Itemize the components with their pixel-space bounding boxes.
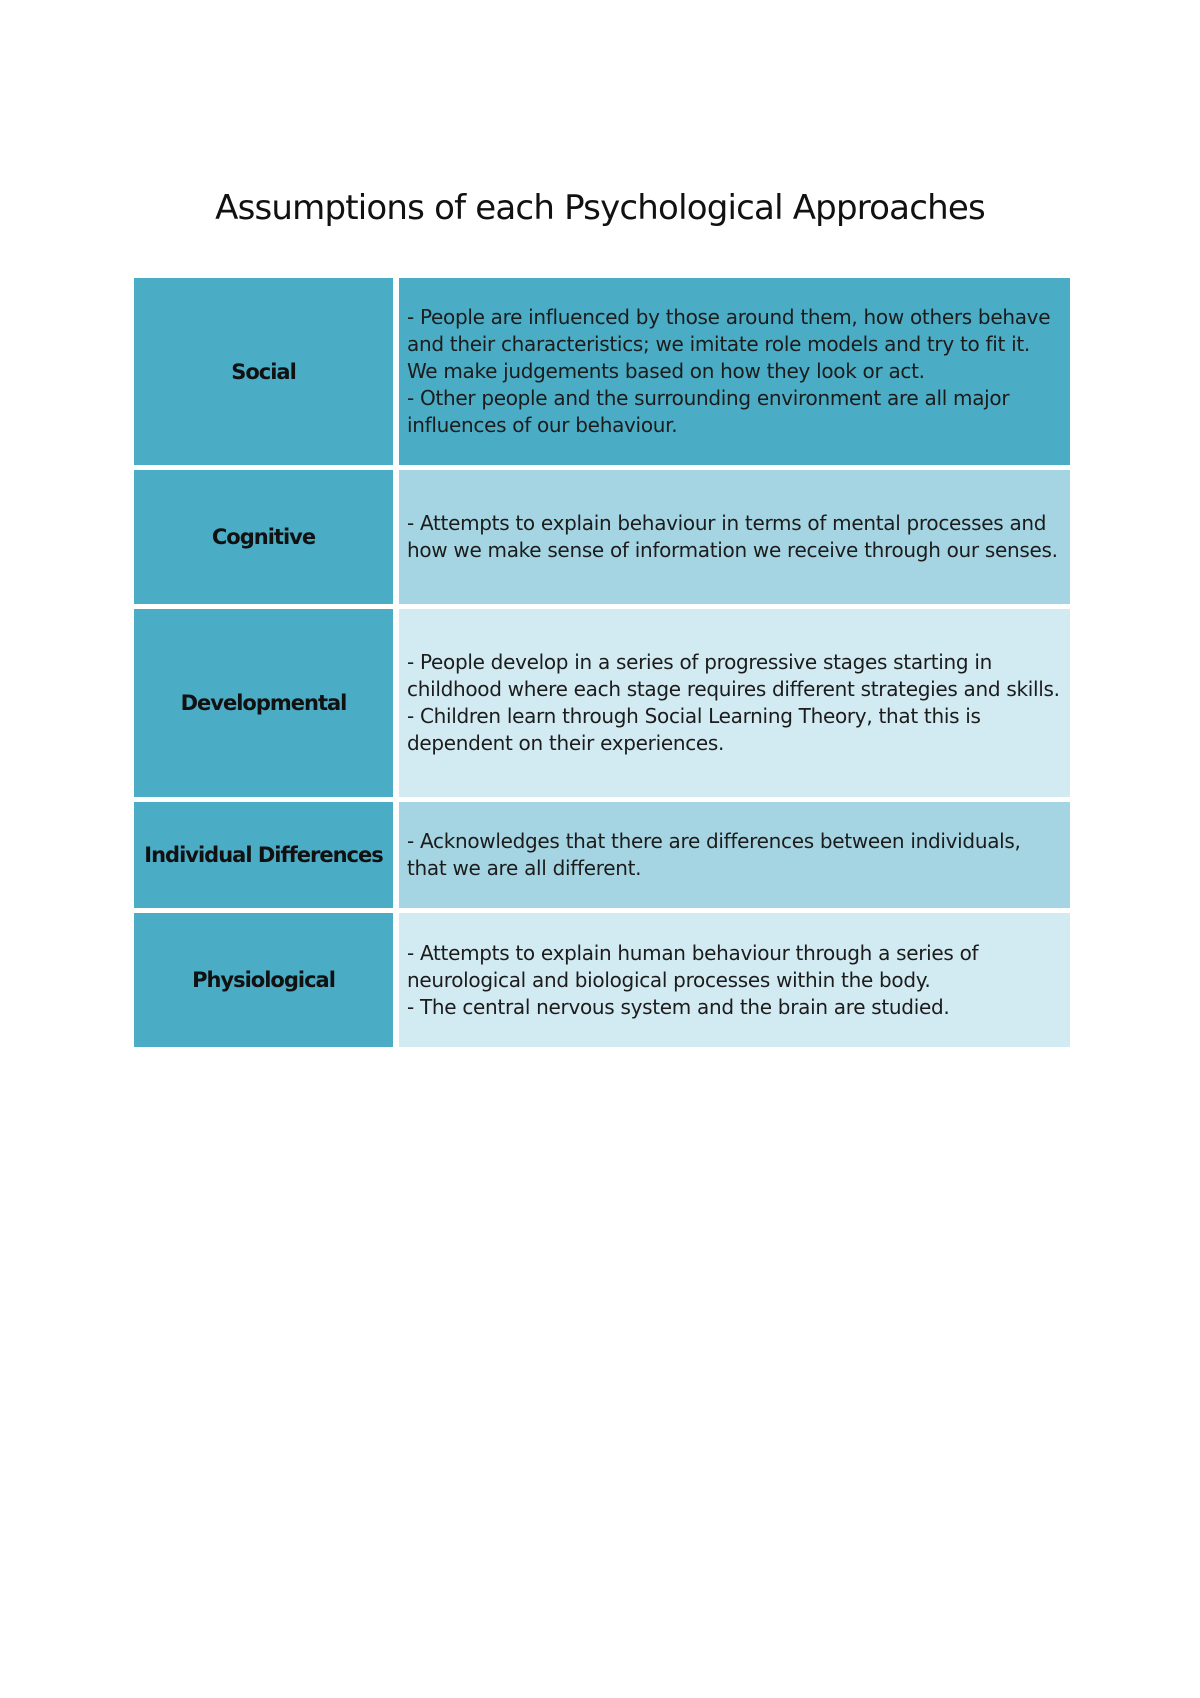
- table-row-cognitive: [134, 470, 1070, 604]
- row-label-social: Social: [134, 278, 393, 465]
- row-label-cognitive: Cognitive: [134, 470, 393, 604]
- description-text: - People are influenced by those around them, how others behave and their characteristics; we imitate role models and try to fit it. We make judgements based on how they look or act. - Other people and the surrounding environment are all major influences of our behaviour.: [407, 305, 1051, 437]
- row-description-social: [399, 278, 1070, 465]
- row-description-cognitive: [399, 470, 1070, 604]
- row-label-developmental: Developmental: [134, 609, 393, 797]
- row-description-individual-differences: [399, 802, 1070, 908]
- description-text: - Attempts to explain behaviour in terms of mental processes and how we make sense of information we receive through our senses.: [407, 511, 1058, 562]
- row-label-individual-differences: Individual Differences: [134, 802, 393, 908]
- description-text: - Attempts to explain human behaviour through a series of neurological and biological processes within the body. - The central nervous system and the brain are studied.: [407, 940, 979, 1019]
- table-row-social: [134, 278, 1070, 465]
- row-description-physiological: [399, 913, 1070, 1047]
- table-row-developmental: [134, 609, 1070, 797]
- description-text: - Acknowledges that there are differences between individuals, that we are all different.: [407, 829, 1021, 880]
- row-label-physiological: Physiological: [134, 913, 393, 1047]
- description-text: - People develop in a series of progressive stages starting in childhood where each stage requires different strategies and skills. - Children learn through Social Learning Theory, that this is dependent on their experiences.: [407, 650, 1060, 755]
- assumptions-table: [134, 278, 1070, 1047]
- row-description-developmental: [399, 609, 1070, 797]
- table-row-physiological: [134, 913, 1070, 1047]
- table-row-individual-differences: [134, 802, 1070, 908]
- page-title: Assumptions of each Psychological Approaches: [215, 188, 985, 228]
